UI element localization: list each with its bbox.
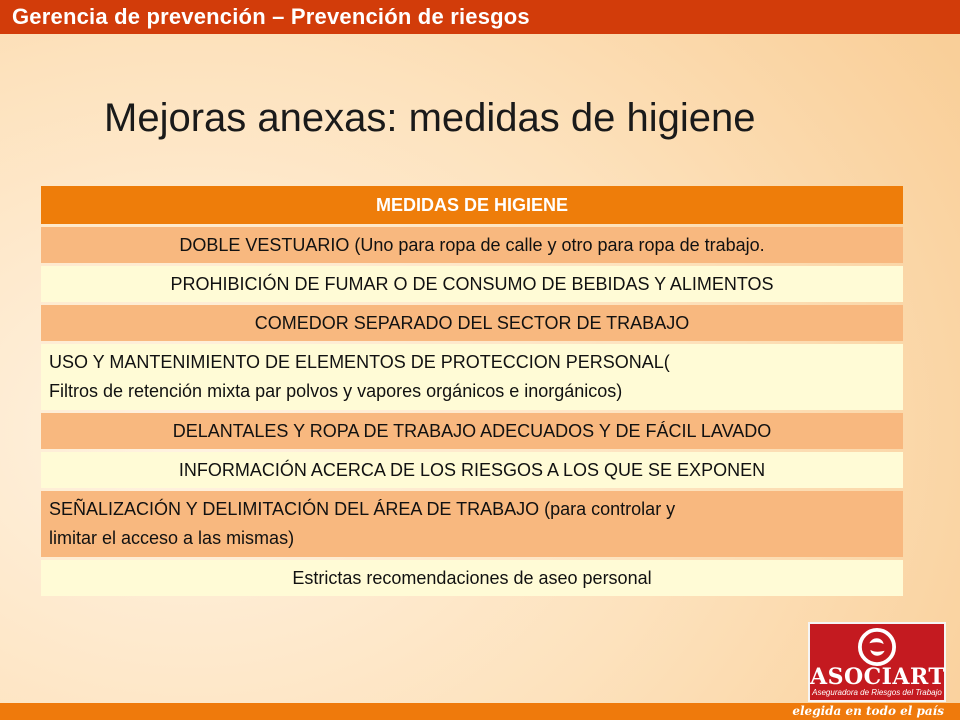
table-row [41,491,903,557]
table-row: COMEDOR SEPARADO DEL SECTOR DE TRABAJO [41,305,903,341]
table-row-line: SEÑALIZACIÓN Y DELIMITACIÓN DEL ÁREA DE TRABAJO (para controlar y [49,499,676,519]
asociart-logo-mark-icon [858,628,896,666]
table-row: INFORMACIÓN ACERCA DE LOS RIESGOS A LOS QUE SE EXPONEN [41,452,903,488]
table-row: PROHIBICIÓN DE FUMAR O DE CONSUMO DE BEBIDAS Y ALIMENTOS [41,266,903,302]
logo-name: ASOCIART [810,664,946,690]
asociart-logo [808,622,946,702]
table-row: Estrictas recomendaciones de aseo personal [41,560,903,596]
footer-slogan: elegida en todo el país [792,704,944,718]
logo-tagline: Aseguradora de Riesgos del Trabajo [812,688,942,697]
header-title: Gerencia de prevención – Prevención de riesgos [12,4,530,29]
table-row-line: Filtros de retención mixta par polvos y vapores orgánicos e inorgánicos) [49,381,623,401]
table-row-line: limitar el acceso a las mismas) [49,528,295,548]
footer-bar [0,703,960,720]
presentation-header-bar [0,0,960,34]
table-row [41,344,903,410]
table-header: MEDIDAS DE HIGIENE [41,186,903,224]
hygiene-measures-table [41,186,903,599]
table-row: DELANTALES Y ROPA DE TRABAJO ADECUADOS Y DE FÁCIL LAVADO [41,413,903,449]
table-row: DOBLE VESTUARIO (Uno para ropa de calle y otro para ropa de trabajo. [41,227,903,263]
table-row-line: USO Y MANTENIMIENTO DE ELEMENTOS DE PROTECCION PERSONAL( [49,352,670,372]
slide-title: Mejoras anexas: medidas de higiene [104,96,756,140]
